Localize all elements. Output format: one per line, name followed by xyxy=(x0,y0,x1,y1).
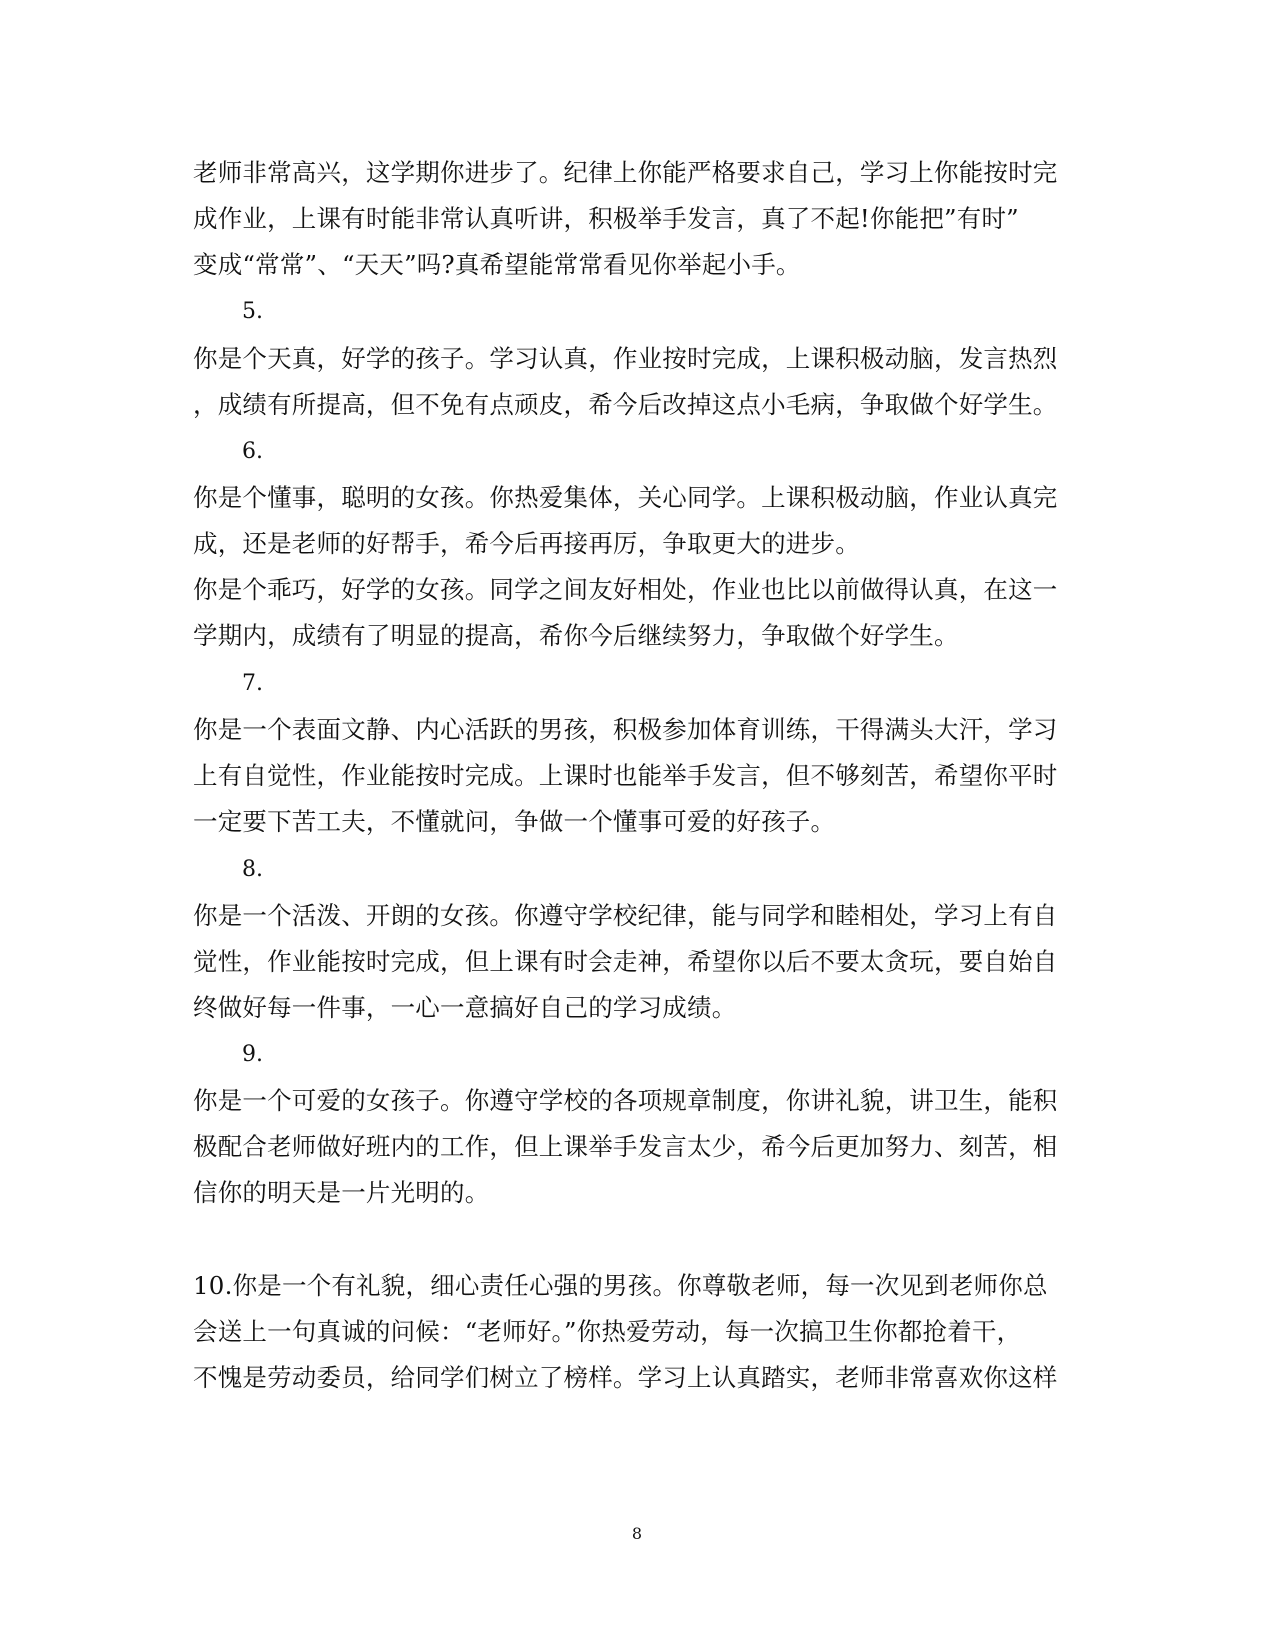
text-line: 信你的明天是一片光明的。 xyxy=(193,1178,490,1207)
text-line: 一定要下苦工夫，不懂就问，争做一个懂事可爱的好孩子。 xyxy=(193,807,836,836)
text-line: 极配合老师做好班内的工作，但上课举手发言太少，希今后更加努力、刻苦，相 xyxy=(193,1132,1058,1161)
text-line: 你是一个可爱的女孩子。你遵守学校的各项规章制度，你讲礼貌，讲卫生，能积 xyxy=(193,1086,1058,1115)
text-line: 会送上一句真诚的问候：“老师好。”你热爱劳动，每一次搞卫生你都抢着干， xyxy=(193,1317,1022,1346)
item-number: 6. xyxy=(242,439,263,464)
text-line: 10.你是一个有礼貌，细心责任心强的男孩。你尊敬老师，每一次见到老师你总 xyxy=(193,1271,1048,1300)
item-number: 8. xyxy=(242,857,263,882)
page-number: 8 xyxy=(631,1524,643,1543)
text-line: 你是个乖巧，好学的女孩。同学之间友好相处，作业也比以前做得认真，在这一 xyxy=(193,575,1058,604)
text-line: 老师非常高兴，这学期你进步了。纪律上你能严格要求自己，学习上你能按时完 xyxy=(193,158,1058,187)
text-line: 你是个天真，好学的孩子。学习认真，作业按时完成，上课积极动脑，发言热烈 xyxy=(193,344,1058,373)
item-number: 9. xyxy=(242,1042,263,1067)
text-line: ，成绩有所提高，但不免有点顽皮，希今后改掉这点小毛病，争取做个好学生。 xyxy=(193,390,1058,419)
text-line: 你是一个活泼、开朗的女孩。你遵守学校纪律，能与同学和睦相处，学习上有自 xyxy=(193,901,1058,930)
text-line: 成，还是老师的好帮手，希今后再接再厉，争取更大的进步。 xyxy=(193,529,860,558)
item-number: 5. xyxy=(242,299,263,324)
text-line: 你是个懂事，聪明的女孩。你热爱集体，关心同学。上课积极动脑，作业认真完 xyxy=(193,483,1058,512)
text-line: 成作业，上课有时能非常认真听讲，积极举手发言，真了不起!你能把”有时” xyxy=(193,204,1019,233)
item-number: 7. xyxy=(242,671,263,696)
text-line: 变成“常常”、“天天”吗?真希望能常常看见你举起小手。 xyxy=(193,250,801,279)
text-line: 不愧是劳动委员，给同学们树立了榜样。学习上认真踏实，老师非常喜欢你这样 xyxy=(193,1363,1058,1392)
text-line: 上有自觉性，作业能按时完成。上课时也能举手发言，但不够刻苦，希望你平时 xyxy=(193,761,1058,790)
text-line: 终做好每一件事，一心一意搞好自己的学习成绩。 xyxy=(193,993,737,1022)
text-line: 觉性，作业能按时完成，但上课有时会走神，希望你以后不要太贪玩，要自始自 xyxy=(193,947,1058,976)
text-line: 你是一个表面文静、内心活跃的男孩，积极参加体育训练，干得满头大汗，学习 xyxy=(193,715,1058,744)
text-line: 学期内，成绩有了明显的提高，希你今后继续努力，争取做个好学生。 xyxy=(193,621,959,650)
